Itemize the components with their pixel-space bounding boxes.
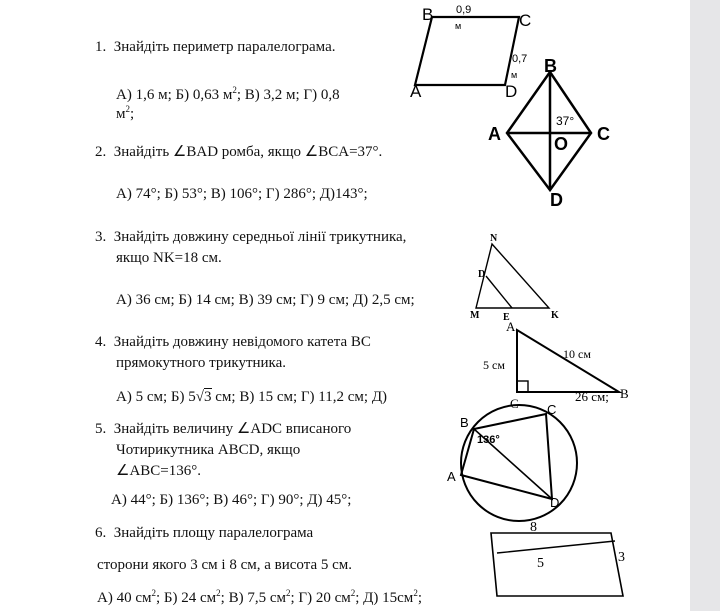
parallelogram2-figure [491,520,625,596]
svg-text:K: K [551,310,559,321]
svg-text:C: C [547,402,557,417]
triangle-shape [476,244,549,308]
sqrt-icon: √ [195,389,204,405]
unit-label: м [455,21,462,31]
measure-label: 0,9 [456,4,472,16]
svg-text:M: M [470,310,480,321]
svg-text:C: C [597,124,610,144]
svg-text:E: E [503,312,510,323]
svg-text:D: D [550,190,563,210]
base-label: 26 см; [575,389,609,404]
question-text: Знайдіть величину ∠ADC вписаного [113,421,352,437]
parallelogram-figure [410,4,531,101]
question-text: Знайдіть площу паралелограма [113,525,314,541]
svg-text:A: A [447,469,456,484]
circumcircle [461,405,577,521]
answers-4: А) 5 см; Б) 5√3 см; В) 15 см; Г) 11,2 см; Д) [116,389,388,405]
right-triangle-figure [483,319,629,411]
question-4: 4. Знайдіть довжину невідомого катета ВС [95,334,371,350]
svg-text:A: A [488,124,501,144]
hypotenuse-label: 10 см [563,347,591,361]
svg-text:C: C [510,396,519,411]
svg-text:A: A [506,319,516,334]
question-3: 3. Знайдіть довжину середньої лінії трикутника, [95,229,407,245]
question-5: 5. Знайдіть величину ∠ADC вписаного [95,421,352,437]
parallelogram-shape [415,17,519,85]
vertex-label: A [410,82,422,101]
angle-label: 37° [556,114,575,128]
answers-3: А) 36 см; Б) 14 см; В) 39 см; Г) 9 см; Д) 2,5 см; [116,292,415,308]
answers-1-cont: $м^2$; [116,104,135,122]
answers-2: А) 74°; Б) 53°; В) 106°; Г) 286°; Д)143°; [116,186,368,202]
height-line [497,541,615,553]
svg-text:8: 8 [530,520,537,535]
unit-label: м [511,70,518,80]
measure-label: 0,7 [512,53,528,65]
right-angle-mark [517,381,528,392]
question-text: Знайдіть довжину невідомого катета ВС [113,334,371,350]
svg-text:B: B [460,415,469,430]
angle-label: 136° [477,434,500,446]
svg-text:O: O [554,134,569,154]
question-text: Знайдіть довжину середньої лінії трикутника, [113,229,407,245]
svg-text:3: 3 [618,550,625,565]
answers-6: А) 40 $см^2$; Б) 24 $см^2$; В) 7,5 $см^2$; Г) 20 $см^2$; Д) $15см^2$; [97,588,422,606]
circle-figure [447,402,577,521]
vertex-label: B [422,5,434,24]
question-text: Знайдіть периметр паралелограма. [113,39,336,55]
svg-text:5: 5 [537,556,544,571]
leg-label: 5 см [483,358,505,372]
question-6-cont: сторони якого 3 см і 8 см, а висота 5 см. [97,557,353,573]
svg-text:D: D [550,495,560,510]
svg-text:B: B [544,56,557,76]
svg-text:D: D [478,269,486,280]
svg-text:B: B [620,386,629,401]
question-4-cont: прямокутного трикутника. [116,355,287,371]
question-5-cont2: ∠ABC=136°. [116,463,201,479]
vertex-label: D [505,82,518,101]
svg-text:N: N [490,233,498,244]
question-6: 6. Знайдіть площу паралелограма [95,525,314,541]
scrollbar-track[interactable] [690,0,720,611]
right-triangle-shape [517,330,619,392]
question-3-cont: якщо NK=18 см. [116,250,222,266]
question-text: Знайдіть ∠BAD ромба, якщо ∠BCA=37°. [113,144,383,160]
question-2: 2. Знайдіть ∠BAD ромба, якщо ∠BCA=37°. [95,144,383,160]
question-5-cont: Чотирикутника ABCD, якщо [116,442,301,458]
vertex-label: C [519,11,532,30]
question-number: 1. [95,39,107,55]
midline [486,276,512,308]
answers-1: А) 1,6 м; Б) 0,63 $м^2$; В) 3,2 м; Г) 0,8 [116,85,340,103]
triangle-figure [470,233,559,323]
answers-5: А) 44°; Б) 136°; В) 46°; Г) 90°; Д) 45°; [111,492,352,508]
